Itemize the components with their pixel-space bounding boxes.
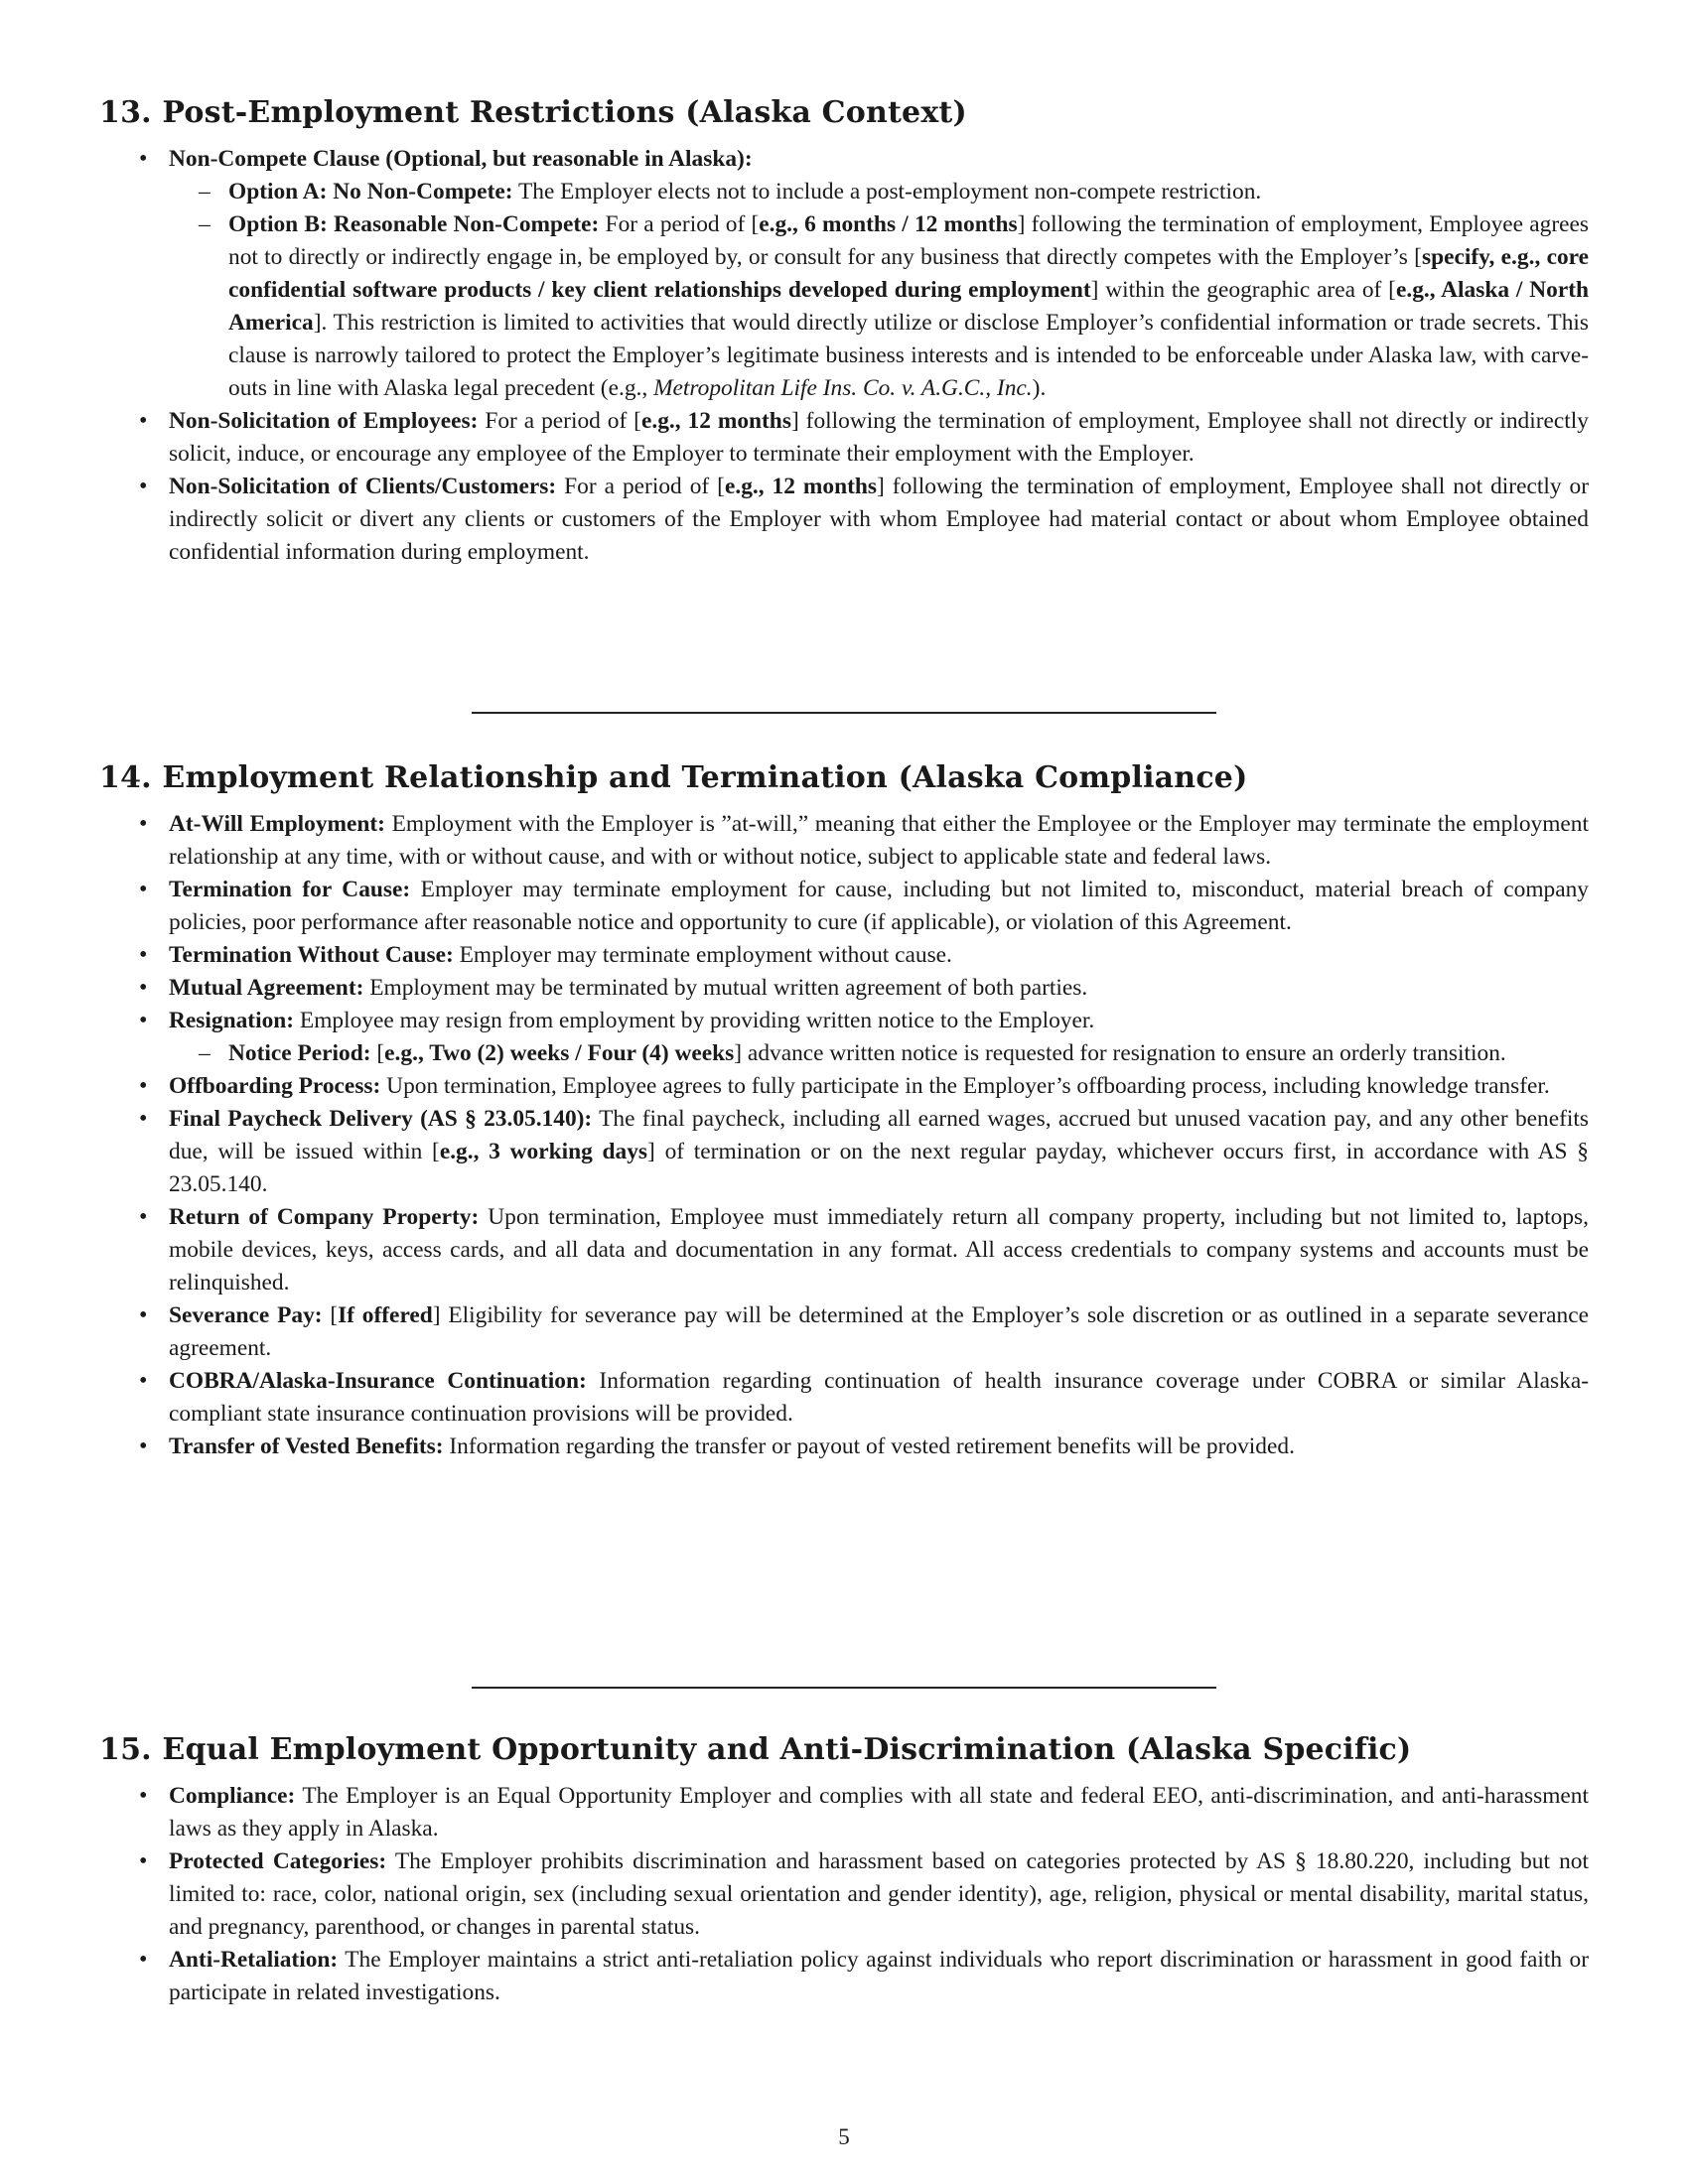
section-title: 14. Employment Relationship and Termination (Alaska Compliance) xyxy=(99,760,1248,795)
section-14 xyxy=(99,758,1589,1463)
page-number: 5 xyxy=(838,2124,850,2149)
item-text: ). xyxy=(1032,375,1047,401)
section-title: 13. Post-Employment Restrictions (Alaska Context) xyxy=(99,95,967,130)
list-item-noncompete xyxy=(99,143,1589,405)
item-label: Non-Solicitation of Employees: xyxy=(169,408,479,434)
option-list xyxy=(169,176,1589,405)
item-text: ] within the geographic area of [ xyxy=(1090,277,1396,303)
item-text: The final paycheck, including all earned wages, accrued but unused vacation pay, and any other benefits due, will be issued within [ xyxy=(169,1106,1589,1164)
item-label: Return of Company Property: xyxy=(169,1204,480,1230)
case-citation: Metropolitan Life Ins. Co. v. A.G.C., Inc. xyxy=(653,375,1033,401)
item-text: ] advance written notice is requested for resignation to ensure an orderly transition. xyxy=(734,1040,1506,1066)
item-label: Transfer of Vested Benefits: xyxy=(169,1433,444,1459)
item-text: For a period of [ xyxy=(556,474,725,499)
item-label: Severance Pay: xyxy=(169,1302,323,1328)
item-label: Termination Without Cause: xyxy=(169,942,454,968)
item-text: Upon termination, Employee agrees to fully participate in the Employer’s offboarding process, including knowledge transfer. xyxy=(380,1073,1550,1099)
item-label: At-Will Employment: xyxy=(169,811,385,837)
placeholder-text: specify, e.g., core confidential software products / key client relationships developed during employment xyxy=(228,244,1590,303)
list-item-compliance xyxy=(99,1780,1589,1845)
item-text: Employment may be terminated by mutual written agreement of both parties. xyxy=(363,975,1088,1001)
clause-list xyxy=(99,808,1589,1463)
item-text: Employee may resign from employment by providing written notice to the Employer. xyxy=(294,1008,1095,1033)
list-item-mutual-agreement xyxy=(99,972,1589,1005)
item-label: Protected Categories: xyxy=(169,1848,387,1874)
list-item-at-will xyxy=(99,808,1589,874)
section-divider xyxy=(472,712,1216,714)
notice-list xyxy=(169,1037,1589,1070)
item-label: Offboarding Process: xyxy=(169,1073,381,1099)
placeholder-text: If offered xyxy=(338,1302,433,1328)
list-item-nonsolicit-employees xyxy=(99,405,1589,471)
item-text: The Employer elects not to include a post-employment non-compete restriction. xyxy=(512,179,1262,205)
item-text: ] following the termination of employment, Employee agrees not to directly or indirectly engage in, be employed by, or consult for any business that directly competes with the Employer’s [ xyxy=(228,211,1589,270)
item-label: Non-Solicitation of Clients/Customers: xyxy=(169,474,557,499)
item-text: ]. This restriction is limited to activities that would directly utilize or disclose Employer’s confidential information or trade secrets. This clause is narrowly tailored to protect the Employer’s legitimate business interests and is intended to be enforceable under Alaska law, with carve-outs in line with Alaska legal precedent (e.g., xyxy=(228,310,1589,401)
list-item-vested-benefits xyxy=(99,1431,1589,1463)
item-text: ] following the termination of employment, Employee shall not directly or indirectly solicit or divert any clients or customers of the Employer with whom Employee had material contact or about whom Employee obtained confidential information during employment. xyxy=(169,474,1590,565)
item-label: Anti-Retaliation: xyxy=(169,1947,339,1973)
item-text: The Employer maintains a strict anti-retaliation policy against individuals who report discrimination or harassment in good faith or participate in related investigations. xyxy=(169,1947,1589,2005)
item-text: Employment with the Employer is ”at-will,” meaning that either the Employee or the Employer may terminate the employment relationship at any time, with or without cause, and with or without notice, subject to applicable state and federal laws. xyxy=(169,811,1589,870)
item-text: Information regarding the transfer or payout of vested retirement benefits will be provided. xyxy=(443,1433,1295,1459)
list-item-notice-period xyxy=(169,1037,1589,1070)
item-text: For a period of [ xyxy=(478,408,641,434)
item-text: Upon termination, Employee must immediately return all company property, including but not limited to, laptops, mobile devices, keys, access cards, and all data and documentation in any format. All access credentials to company systems and accounts must be relinquished. xyxy=(169,1204,1589,1296)
item-text: ] of termination or on the next regular payday, whichever occurs first, in accordance with AS § 23.05.140. xyxy=(169,1139,1590,1197)
item-text: [ xyxy=(370,1040,385,1066)
item-text: ] following the termination of employment, Employee shall not directly or indirectly solicit, induce, or encourage any employee of the Employer to terminate their employment with the Employer. xyxy=(169,408,1589,467)
item-text: The Employer is an Equal Opportunity Employer and complies with all state and federal EEO, anti-discrimination, and anti-harassment laws as they apply in Alaska. xyxy=(169,1783,1589,1842)
list-item-without-cause xyxy=(99,939,1589,972)
clause-list xyxy=(99,1780,1589,2009)
item-label: Option B: Reasonable Non-Compete: xyxy=(228,211,600,237)
item-label: Compliance: xyxy=(169,1783,296,1809)
list-item-protected-categories xyxy=(99,1845,1589,1944)
item-label: Notice Period: xyxy=(228,1040,371,1066)
placeholder-text: e.g., 3 working days xyxy=(439,1139,648,1164)
placeholder-text: e.g., 12 months xyxy=(724,474,878,499)
list-item-return-property xyxy=(99,1201,1589,1299)
list-item-offboarding xyxy=(99,1070,1589,1103)
item-label: Option A: No Non-Compete: xyxy=(228,179,513,205)
section-13 xyxy=(99,93,1589,569)
item-label: Resignation: xyxy=(169,1008,295,1033)
item-label: Mutual Agreement: xyxy=(169,975,364,1001)
list-item-anti-retaliation xyxy=(99,1944,1589,2009)
placeholder-text: e.g., Two (2) weeks / Four (4) weeks xyxy=(384,1040,735,1066)
placeholder-text: e.g., 6 months / 12 months xyxy=(759,211,1018,237)
placeholder-text: e.g., Alaska / North America xyxy=(228,277,1589,336)
list-item-for-cause xyxy=(99,874,1589,939)
clause-list xyxy=(99,143,1589,569)
section-divider xyxy=(472,1687,1216,1689)
item-text: ] Eligibility for severance pay will be determined at the Employer’s sole discretion or as outlined in a separate severance agreement. xyxy=(169,1302,1590,1361)
section-15 xyxy=(99,1730,1589,2009)
item-label: Termination for Cause: xyxy=(169,877,411,902)
list-item-option-a xyxy=(169,176,1589,208)
list-item-option-b xyxy=(169,208,1589,405)
list-item-severance xyxy=(99,1299,1589,1365)
list-item-final-paycheck xyxy=(99,1103,1589,1201)
item-text: The Employer prohibits discrimination and harassment based on categories protected by AS § 18.80.220, including but not limited to: race, color, national origin, sex (including sexual orientation and gender identity), age, religion, physical or mental disability, marital status, and pregnancy, parenthood, or changes in parental status. xyxy=(169,1848,1590,1940)
item-label: Final Paycheck Delivery (AS § 23.05.140): xyxy=(169,1106,593,1132)
item-label: Non-Compete Clause (Optional, but reasonable in Alaska): xyxy=(169,146,753,172)
list-item-cobra xyxy=(99,1365,1589,1431)
item-text: [ xyxy=(322,1302,339,1328)
item-text: For a period of [ xyxy=(599,211,760,237)
placeholder-text: e.g., 12 months xyxy=(640,408,791,434)
section-title: 15. Equal Employment Opportunity and Anti-Discrimination (Alaska Specific) xyxy=(99,1732,1412,1767)
item-text: Employer may terminate employment without cause. xyxy=(453,942,952,968)
item-text: Employer may terminate employment for cause, including but not limited to, misconduct, material breach of company policies, poor performance after reasonable notice and opportunity to cure (if applicable), or violation of this Agreement. xyxy=(169,877,1589,935)
list-item-resignation xyxy=(99,1005,1589,1070)
item-text: Information regarding continuation of health insurance coverage under COBRA or similar Alaska-compliant state insurance continuation provisions will be provided. xyxy=(169,1368,1590,1427)
list-item-nonsolicit-clients xyxy=(99,471,1589,569)
item-label: COBRA/Alaska-Insurance Continuation: xyxy=(169,1368,587,1394)
